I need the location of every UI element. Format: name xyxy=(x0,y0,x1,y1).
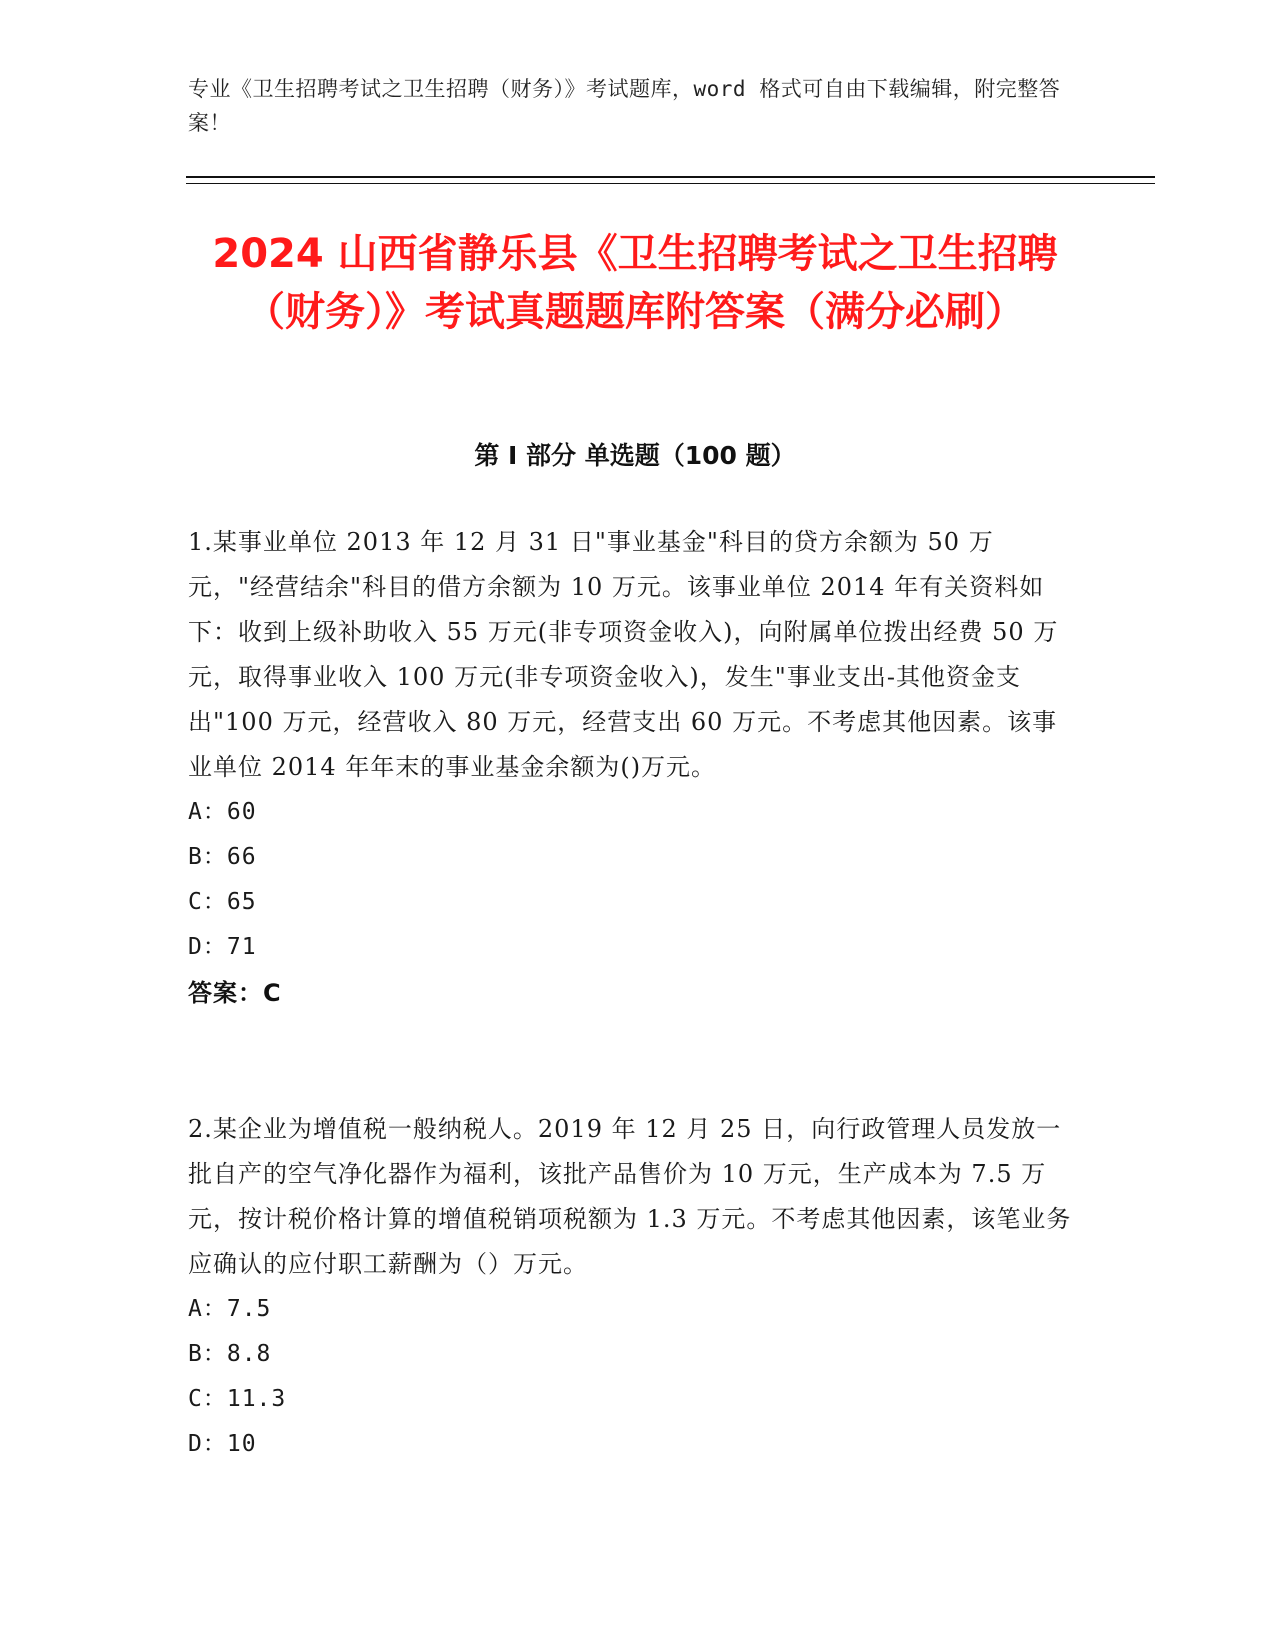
question-text: 2.某企业为增值税一般纳税人。2019 年 12 月 25 日，向行政管理人员发放一批自产的空气净化器作为福利，该批产品售价为 10 万元，生产成本为 7.5 万元，按计税价格计算的增值税销项税额为 1.3 万元。不考虑其他因素，该笔业务应确认的应付职工薪酬为（）万元。 xyxy=(188,1115,1072,1278)
option-b: B：66 xyxy=(188,844,257,870)
question-text: 1.某事业单位 2013 年 12 月 31 日"事业基金"科目的贷方余额为 50 万元，"经营结余"科目的借方余额为 10 万元。该事业单位 2014 年有关资料如下：收到上级补助收入 55 万元(非专项资金收入)，向附属单位拨出经费 50 万元，取得事业收入 100 万元(非专项资金收入)，发生"事业支出-其他资金支出"100 万元，经营收入 80 万元，经营支出 60 万元。不考虑其他因素。该事业单位 2014 年年末的事业基金余额为()万元。 xyxy=(188,528,1059,781)
option-d: D：10 xyxy=(188,1431,257,1457)
document-title: 2024 山西省静乐县《卫生招聘考试之卫生招聘（财务）》考试真题题库附答案（满分必刷） xyxy=(212,231,1058,335)
option-a: A：60 xyxy=(188,799,257,825)
option-a: A：7.5 xyxy=(188,1296,272,1322)
option-d: D：71 xyxy=(188,934,257,960)
answer: 答案：C xyxy=(188,979,282,1007)
header-rule-thin xyxy=(186,183,1155,184)
header-note: 专业《卫生招聘考试之卫生招聘（财务）》考试题库，word 格式可自由下载编辑，附完整答案！ xyxy=(188,77,1061,135)
option-c: C：11.3 xyxy=(188,1386,287,1412)
header-rule-thick xyxy=(186,176,1155,178)
question-1 xyxy=(188,520,1073,1016)
option-c: C：65 xyxy=(188,889,257,915)
question-2 xyxy=(188,1107,1073,1467)
section-title: 第 I 部分 单选题（100 题） xyxy=(474,441,796,470)
option-b: B：8.8 xyxy=(188,1341,272,1367)
